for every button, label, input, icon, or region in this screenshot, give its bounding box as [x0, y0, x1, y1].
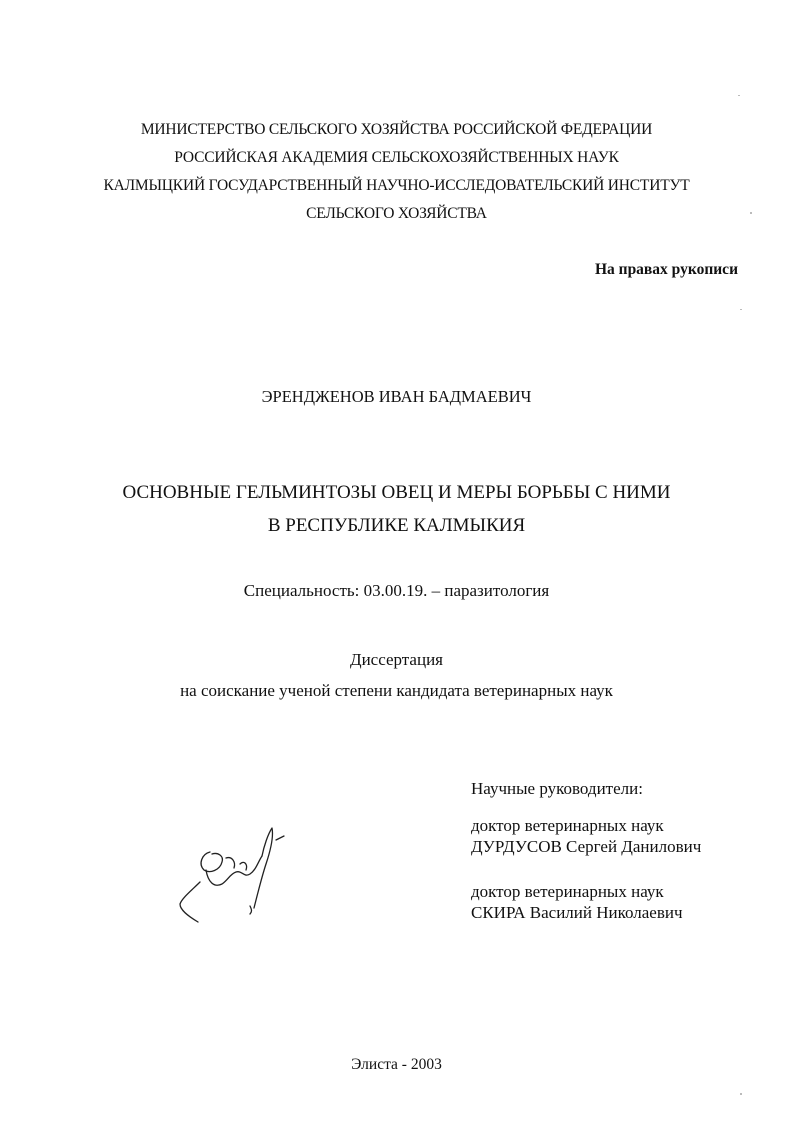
institute-line-continued: СЕЛЬСКОГО ХОЗЯЙСТВА: [306, 205, 487, 222]
supervisor-name: СКИРА Василий Николаевич: [471, 903, 683, 922]
scan-speck: [738, 95, 740, 96]
dissertation-label: Диссертация: [349, 650, 443, 669]
academy-line: РОССИЙСКАЯ АКАДЕМИЯ СЕЛЬСКОХОЗЯЙСТВЕННЫХ НАУК: [174, 149, 619, 166]
title-line-1: ОСНОВНЫЕ ГЕЛЬМИНТОЗЫ ОВЕЦ И МЕРЫ БОРЬБЫ С НИМИ: [122, 482, 671, 503]
ministry-line: МИНИСТЕРСТВО СЕЛЬСКОГО ХОЗЯЙСТВА РОССИЙСКОЙ ФЕДЕРАЦИИ: [140, 121, 653, 138]
supervisor-name: ДУРДУСОВ Сергей Данилович: [471, 837, 702, 856]
dissertation-purpose: на соискание ученой степени кандидата ветеринарных наук: [180, 681, 613, 700]
scan-speck: [740, 309, 742, 310]
supervisor-degree: доктор ветеринарных наук: [471, 882, 664, 901]
city-year: Элиста - 2003: [351, 1056, 442, 1073]
institute-line: КАЛМЫЦКИЙ ГОСУДАРСТВЕННЫЙ НАУЧНО-ИССЛЕДОВАТЕЛЬСКИЙ ИНСТИТУТ: [103, 177, 690, 194]
manuscript-rights-note: На правах рукописи: [594, 261, 738, 278]
supervisors-heading: Научные руководители:: [471, 779, 643, 798]
specialty-line: Специальность: 03.00.19. – паразитология: [243, 581, 550, 600]
scan-speck: [740, 1093, 742, 1095]
title-line-2: В РЕСПУБЛИКЕ КАЛМЫКИЯ: [267, 515, 526, 536]
scan-speck: [750, 212, 752, 214]
handwritten-signature: [170, 812, 300, 932]
supervisor-degree: доктор ветеринарных наук: [471, 816, 664, 835]
author-name: ЭРЕНДЖЕНОВ ИВАН БАДМАЕВИЧ: [261, 387, 532, 406]
